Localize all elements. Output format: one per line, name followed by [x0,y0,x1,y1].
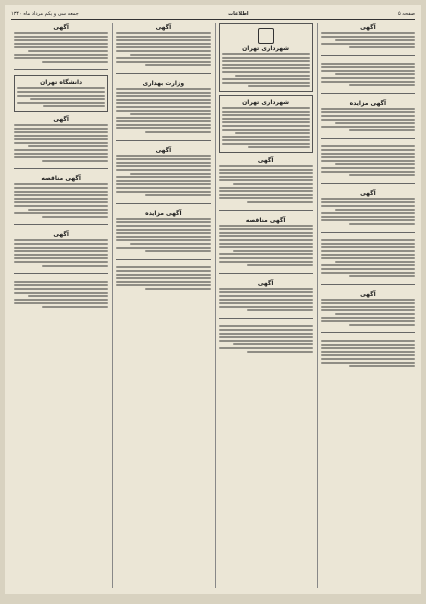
column-2 [215,23,313,588]
ad-block [116,79,210,135]
ad-block [116,209,210,254]
ad-block [219,216,313,268]
ad-box [219,23,313,92]
ad-heading: آگهی [360,189,376,197]
ad-block [321,338,415,368]
ad-heading: آگهی مزایده [349,99,387,107]
ad-block [14,230,108,268]
masthead [11,9,415,20]
ad-heading: آگهی [53,24,69,31]
ad-block [14,23,108,64]
ad-block [321,189,415,227]
ad-block [219,156,313,205]
ad-block [321,99,415,133]
ad-block [219,324,313,354]
ad-heading: آگهی [257,279,274,287]
ad-heading: آگهی [360,24,376,31]
date-line: جمعه سی و یکم مرداد ماه ۱۳۴۰ [11,11,79,17]
ad-block [321,290,415,328]
ad-heading: آگهی مناقصه [245,216,286,224]
ad-box [14,75,108,112]
ad-block [219,279,313,313]
page-number: صفحه ۵ [398,11,415,17]
ad-block [321,61,415,88]
ad-block [321,144,415,178]
column-4 [11,23,108,588]
ad-block [14,174,108,219]
ad-block [321,23,415,50]
newspaper-page [5,5,421,594]
ad-block [116,146,210,198]
ad-heading: آگهی [155,24,172,31]
newspaper-name: اطلاعات [228,11,249,17]
ad-heading: آگهی [360,290,376,298]
ad-box [219,95,313,153]
ad-heading: وزارت بهداری [142,79,185,87]
ad-block [14,279,108,309]
ad-block [116,23,210,68]
ad-heading: آگهی [257,157,274,165]
ad-heading: آگهی [155,146,172,154]
column-3 [112,23,210,588]
column-1 [317,23,415,588]
ad-heading: آگهی مزایده [145,209,182,217]
ad-heading: شهرداری تهران [242,98,290,106]
ad-heading: آگهی مناقصه [41,175,81,183]
columns [11,23,415,588]
ad-heading: آگهی [53,115,69,123]
ad-heading: دانشگاه تهران [40,79,83,87]
ad-block [14,115,108,164]
ad-heading: شهرداری تهران [242,45,290,52]
ad-heading: آگهی [53,231,69,239]
ad-block [116,265,210,292]
lion-sun-emblem-icon [258,28,274,44]
ad-block [321,238,415,279]
